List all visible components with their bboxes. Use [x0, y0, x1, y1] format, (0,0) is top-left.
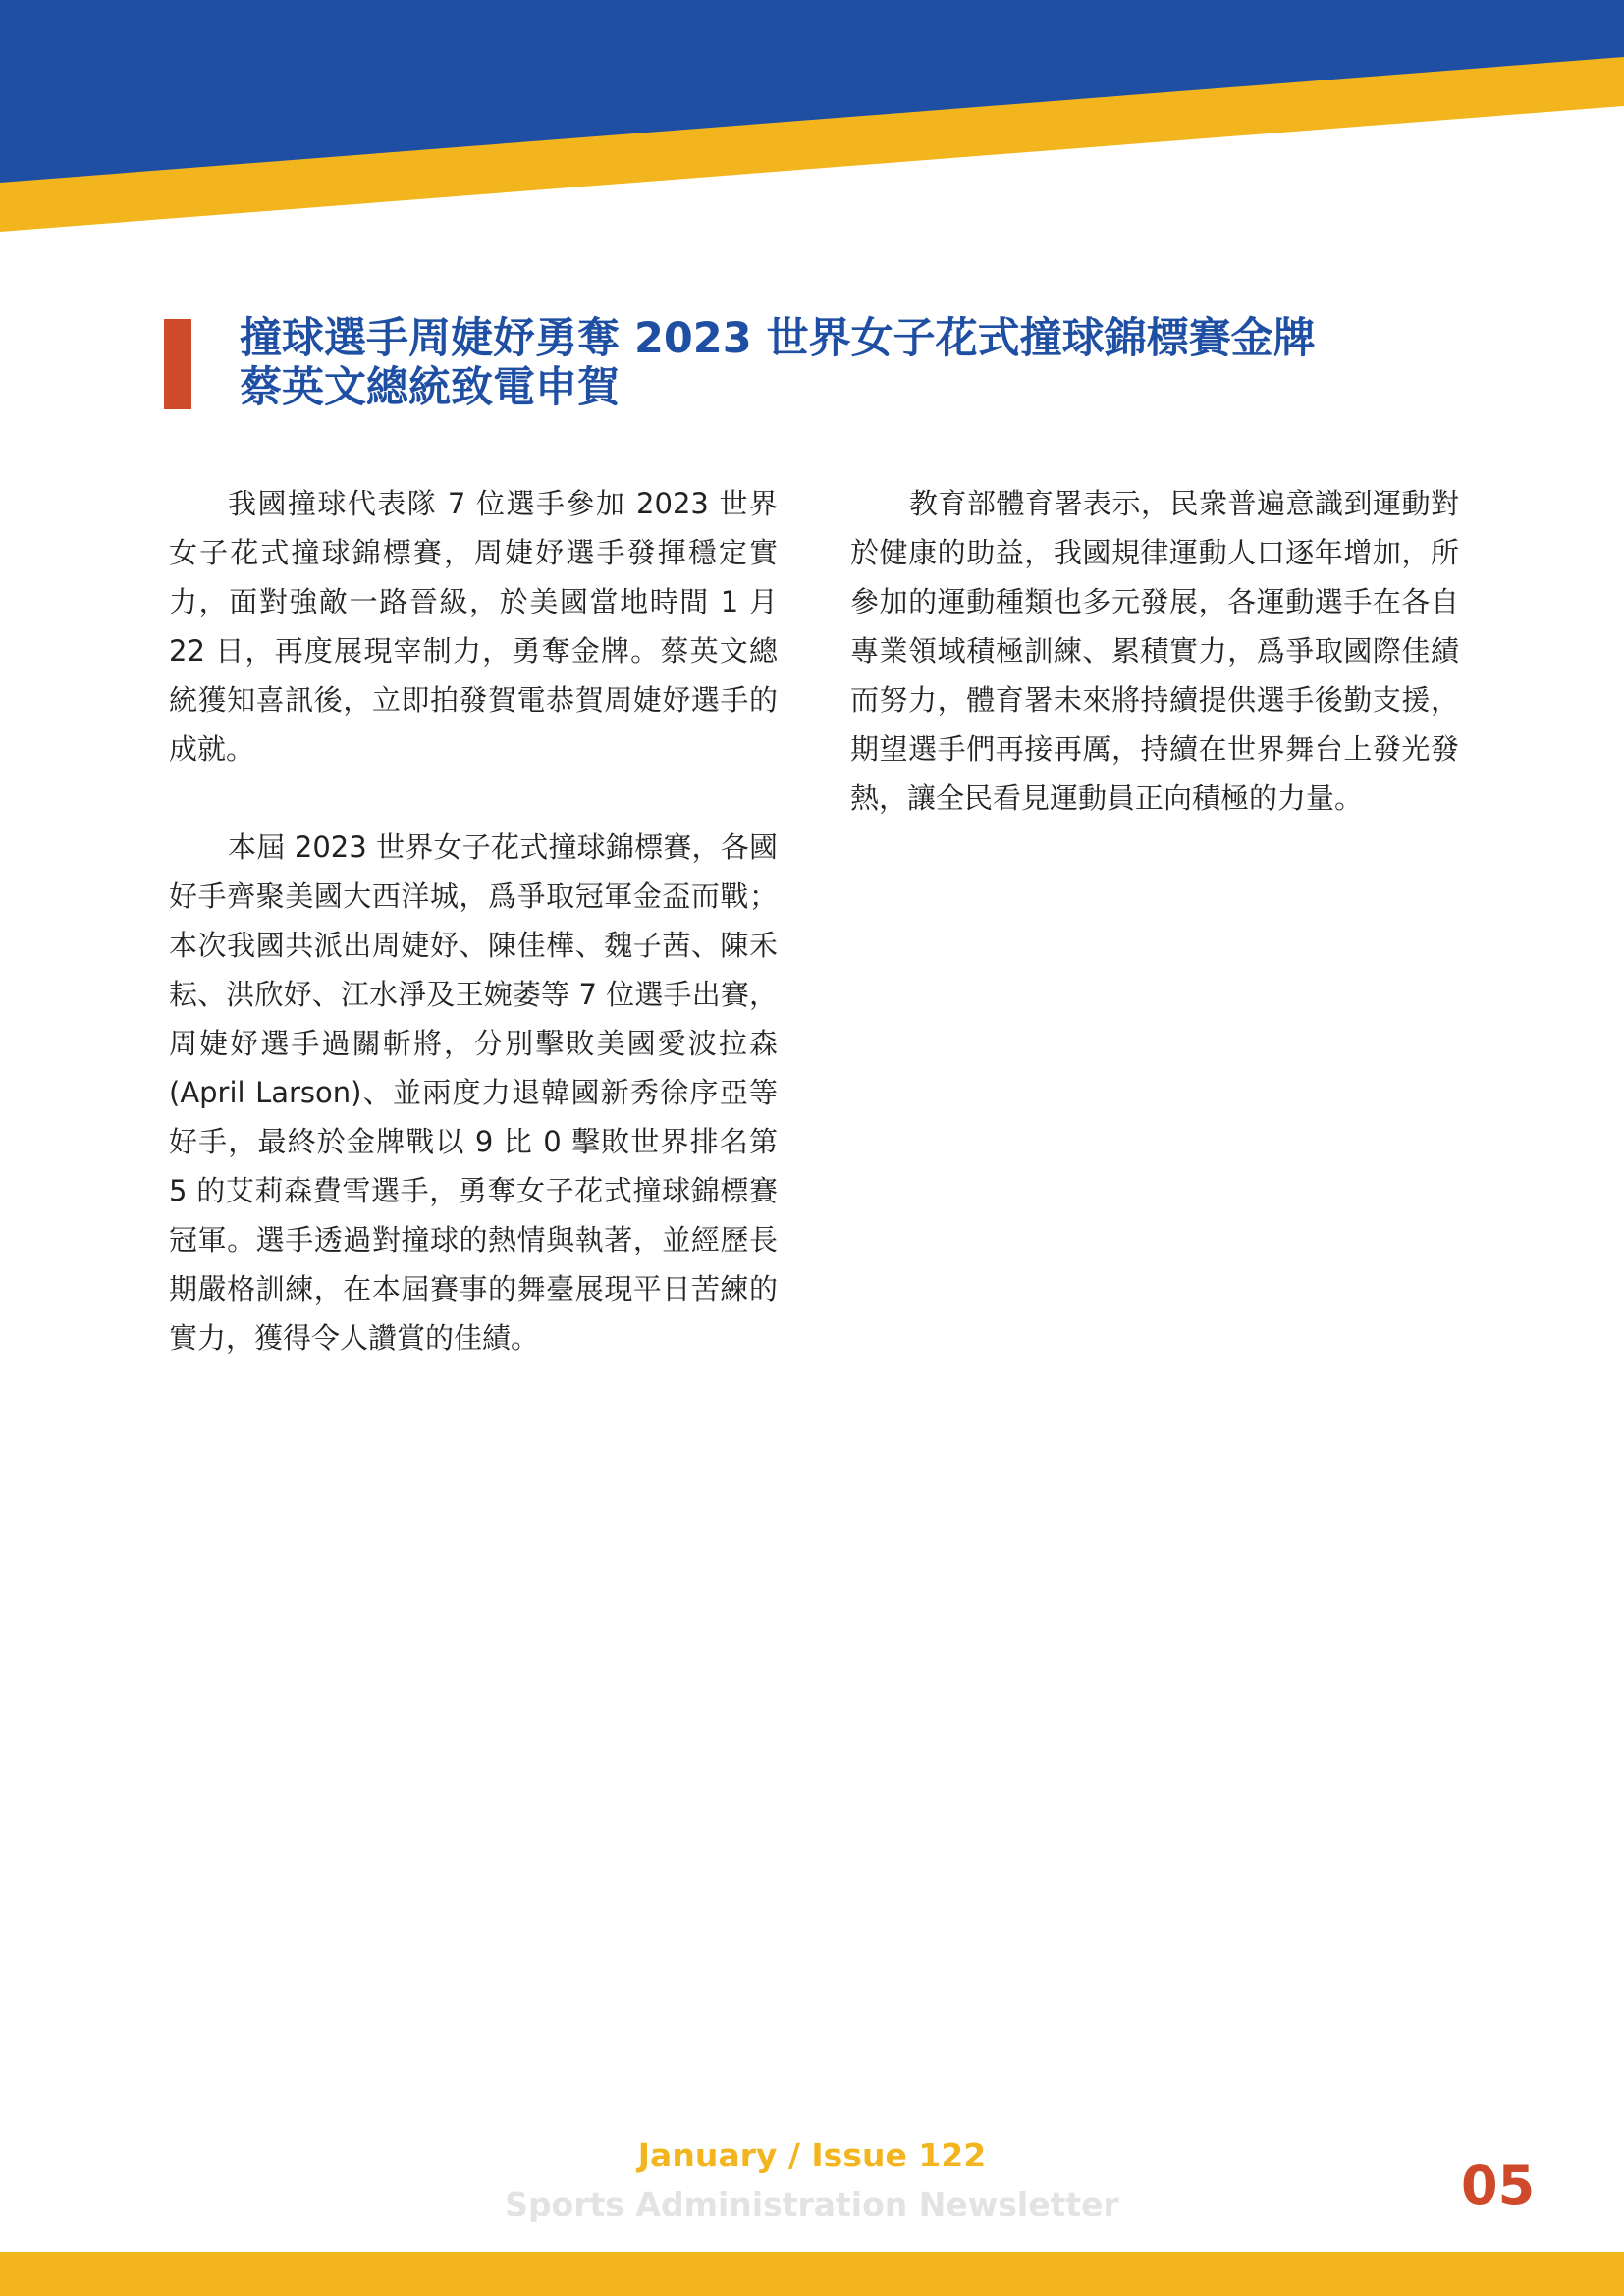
- article-title: [240, 314, 1536, 412]
- footer-yellow-bar: [0, 2252, 1624, 2296]
- title-accent-bar: [164, 319, 191, 409]
- article-column-right: [850, 479, 1459, 872]
- header-decorative-band: [0, 0, 1624, 236]
- footer-issue-label: January / Issue 122: [637, 2136, 987, 2174]
- article-paragraph: 我國撞球代表隊 7 位選手參加 2023 世界女子花式撞球錦標賽，周婕妤選手發揮穩定實力，面對強敵一路晉級，於美國當地時間 1 月 22 日，再度展現宰制力，勇奪金牌。蔡英文總統獲知喜訊後，立即拍發賀電恭賀周婕妤選手的成就。: [169, 487, 778, 766]
- article-column-left: [169, 479, 778, 1412]
- article-title-line-2: 蔡英文總統致電申賀: [240, 363, 620, 412]
- footer-newsletter-name: Sports Administration Newsletter: [505, 2185, 1119, 2223]
- article-title-line-1: 撞球選手周婕妤勇奪 2023 世界女子花式撞球錦標賽金牌: [240, 314, 1316, 363]
- article-paragraph: 本屆 2023 世界女子花式撞球錦標賽，各國好手齊聚美國大西洋城，爲爭取冠軍金盃而戰；本次我國共派出周婕妤、陳佳樺、魏子茜、陳禾耘、洪欣妤、江水淨及王婉萎等 7 位選手出賽，周婕妤選手過關斬將，分別擊敗美國愛波拉森(April Larson)、並兩度力退韓國新秀徐序亞等好手，最終於金牌戰以 9 比 0 擊敗世界排名第 5 的艾莉森費雪選手，勇奪女子花式撞球錦標賽冠軍。選手透過對撞球的熱情與執著，並經歷長期嚴格訓練，在本屆賽事的舞臺展現平日苦練的實力，獲得令人讚賞的佳績。: [169, 830, 778, 1355]
- page-number: 05: [1461, 2155, 1536, 2216]
- article-paragraph: 教育部體育署表示，民衆普遍意識到運動對於健康的助益，我國規律運動人口逐年增加，所參加的運動種類也多元發展，各運動選手在各自專業領域積極訓練、累積實力，爲爭取國際佳績而努力，體育署未來將持續提供選手後勤支援，期望選手們再接再厲，持續在世界舞台上發光發熱，讓全民看見運動員正向積極的力量。: [850, 487, 1459, 815]
